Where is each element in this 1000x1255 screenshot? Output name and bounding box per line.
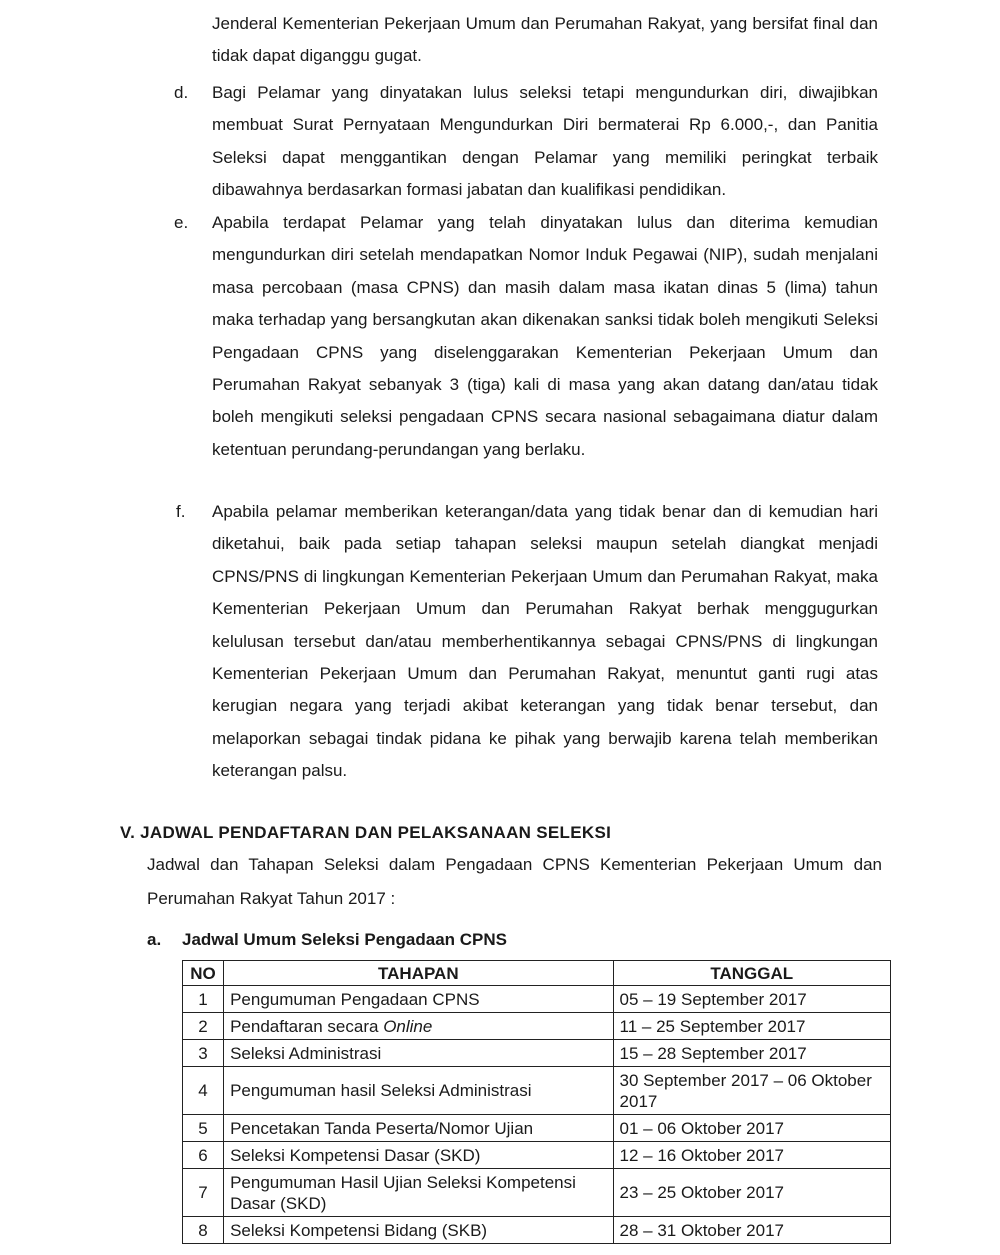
table-header-row (183, 961, 891, 986)
row-tahapan-text: Pencetakan Tanda Peserta/Nomor Ujian (230, 1118, 534, 1138)
item-letter-d: d. (174, 83, 189, 102)
section-intro: Jadwal dan Tahapan Seleksi dalam Pengadaan CPNS Kementerian Pekerjaan Umum dan Perumahan Rakyat Tahun 2017 : (147, 855, 882, 908)
table-row (183, 1115, 891, 1142)
header-no: NO (183, 961, 224, 986)
table-row (183, 1169, 891, 1217)
item-text-d: Bagi Pelamar yang dinyatakan lulus seleksi tetapi mengundurkan diri, diwajibkan membuat Surat Pernyataan Mengundurkan Diri bermaterai Rp 6.000,-, dan Panitia Seleksi dapat menggantikan dengan Pelamar yang memiliki peringkat terbaik dibawahnya berdasarkan formasi jabatan dan kualifikasi pendidikan. (212, 83, 878, 200)
schedule-table (182, 960, 891, 1244)
row-tanggal: 12 – 16 Oktober 2017 (613, 1142, 890, 1169)
header-tanggal: TANGGAL (613, 961, 890, 986)
table-row (183, 986, 891, 1013)
row-tahapan (224, 1142, 613, 1169)
row-tahapan-text: Pengumuman hasil Seleksi Administrasi (230, 1081, 532, 1100)
table-row (183, 1013, 891, 1040)
table-row (183, 1067, 891, 1115)
row-no: 8 (183, 1217, 224, 1244)
row-tanggal: 30 September 2017 – 06 Oktober 2017 (613, 1067, 890, 1115)
row-tahapan-text: Seleksi Administrasi (230, 1043, 382, 1063)
row-tahapan (224, 1040, 613, 1067)
row-no: 7 (183, 1169, 224, 1217)
row-tahapan (224, 1217, 613, 1244)
row-no: 6 (183, 1142, 224, 1169)
item-text-e: Apabila terdapat Pelamar yang telah dinyatakan lulus dan diterima kemudian mengundurkan diri setelah mendapatkan Nomor Induk Pegawai (NIP), sudah menjalani masa percobaan (masa CPNS) dan masih dalam masa ikatan dinas 5 (lima) tahun maka terhadap yang bersangkutan akan dikenakan sanksi tidak boleh mengikuti Seleksi Pengadaan CPNS yang diselenggarakan Kementerian Pekerjaan Umum dan Perumahan Rakyat sebanyak 3 (tiga) kali di masa yang akan datang dan/atau tidak boleh mengikuti seleksi pengadaan CPNS secara nasional sebagaimana diatur dalam ketentuan perundang-perundangan yang berlaku. (212, 213, 878, 459)
row-tahapan (224, 1013, 613, 1040)
row-tahapan-text: Pengumuman Hasil Ujian Seleksi Kompetensi Dasar (SKD) (230, 1172, 576, 1213)
row-tanggal: 05 – 19 September 2017 (613, 986, 890, 1013)
subsection-title: Jadwal Umum Seleksi Pengadaan CPNS (182, 930, 508, 949)
row-tahapan-text: Pendaftaran secara (230, 1016, 384, 1036)
continuation-paragraph: Jenderal Kementerian Pekerjaan Umum dan Perumahan Rakyat, yang bersifat final dan tidak dapat diganggu gugat. (212, 14, 878, 66)
subsection-letter: a. (147, 930, 162, 949)
row-no: 4 (183, 1067, 224, 1115)
table-row (183, 1142, 891, 1169)
row-tahapan-text: Seleksi Kompetensi Dasar (SKD) (230, 1145, 481, 1165)
row-tahapan-text: Pengumuman Pengadaan CPNS (230, 989, 480, 1009)
row-tanggal: 01 – 06 Oktober 2017 (613, 1115, 890, 1142)
row-tahapan (224, 986, 613, 1013)
row-tanggal: 23 – 25 Oktober 2017 (613, 1169, 890, 1217)
row-tanggal: 11 – 25 September 2017 (613, 1013, 890, 1040)
table-row (183, 1040, 891, 1067)
row-no: 1 (183, 986, 224, 1013)
row-tanggal: 28 – 31 Oktober 2017 (613, 1217, 890, 1244)
item-letter-f: f. (176, 502, 186, 521)
row-tahapan-text: Seleksi Kompetensi Bidang (SKB) (230, 1220, 488, 1240)
item-letter-e: e. (174, 213, 189, 232)
row-tanggal: 15 – 28 September 2017 (613, 1040, 890, 1067)
row-tahapan (224, 1067, 613, 1115)
row-no: 3 (183, 1040, 224, 1067)
row-tahapan-italic: Online (383, 1016, 433, 1036)
header-tahapan: TAHAPAN (224, 961, 613, 986)
item-text-f: Apabila pelamar memberikan keterangan/data yang tidak benar dan di kemudian hari diketahui, baik pada setiap tahapan seleksi maupun setelah diangkat menjadi CPNS/PNS di lingkungan Kementerian Pekerjaan Umum dan Perumahan Rakyat, maka Kementerian Pekerjaan Umum dan Perumahan Rakyat berhak menggugurkan kelulusan tersebut dan/atau memberhentikannya sebagai CPNS/PNS di lingkungan Kementerian Pekerjaan Umum dan Perumahan Rakyat, menuntut ganti rugi atas kerugian negara yang terjadi akibat keterangan yang tidak benar tersebut, dan melaporkan sebagai tindak pidana ke pihak yang berwajib karena telah memberikan keterangan palsu. (212, 502, 878, 781)
row-tahapan (224, 1169, 613, 1217)
row-no: 2 (183, 1013, 224, 1040)
table-row (183, 1217, 891, 1244)
row-no: 5 (183, 1115, 224, 1142)
section-title: V. JADWAL PENDAFTARAN DAN PELAKSANAAN SELEKSI (120, 823, 612, 842)
row-tahapan (224, 1115, 613, 1142)
